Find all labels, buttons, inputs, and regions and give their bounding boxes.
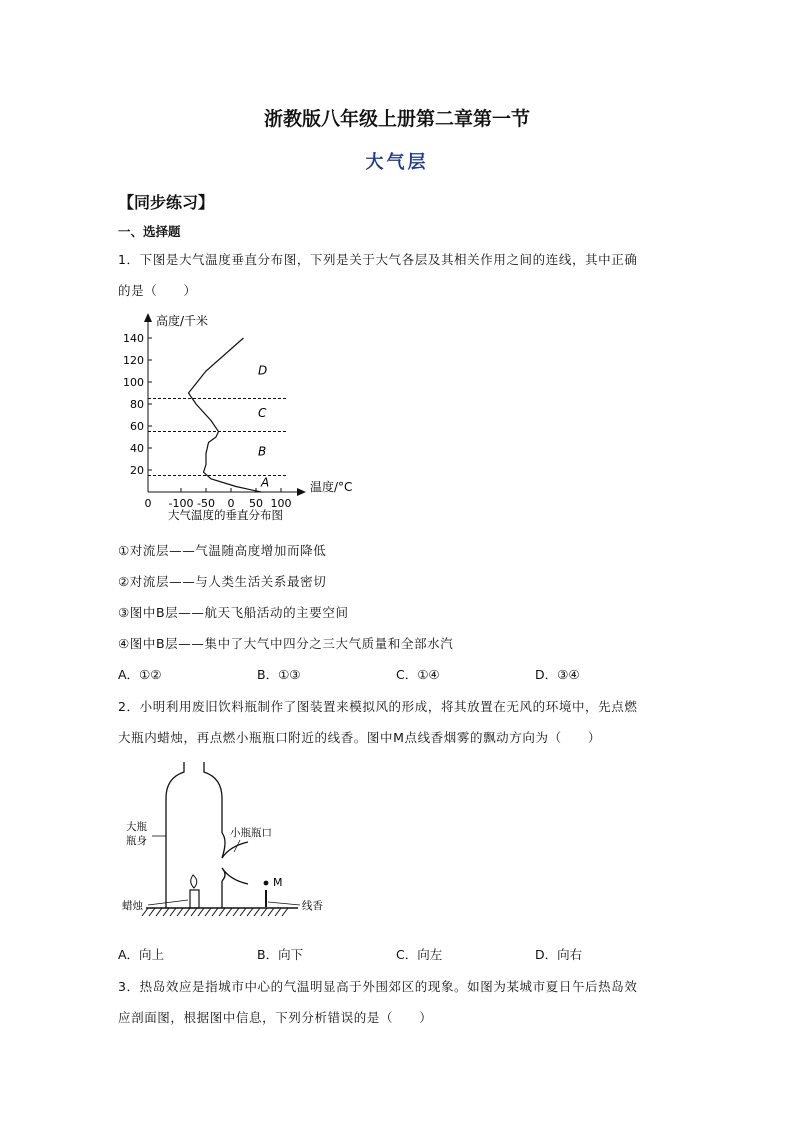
q2-text-line1: 2．小明利用废旧饮料瓶制作了图装置来模拟风的形成，将其放置在无风的环境中，先点燃 xyxy=(118,699,638,714)
q1-text-line1: 1．下图是大气温度垂直分布图，下列是关于大气各层及其相关作用之间的连线，其中正确 xyxy=(118,252,638,267)
small-bottle-mouth-lower xyxy=(222,868,248,884)
chart-x-label: 温度/°C xyxy=(310,480,353,494)
ground-hatch xyxy=(212,908,218,916)
q1-option-c[interactable]: C．①④ xyxy=(396,667,440,682)
ground-hatch xyxy=(149,908,155,916)
ground-hatch xyxy=(163,908,169,916)
question-category: 一、选择题 xyxy=(118,224,181,239)
q1-text-line2: 的是（ ） xyxy=(118,283,197,298)
q3-text-line2: 应剖面图，根据图中信息，下列分析错误的是（ ） xyxy=(118,1010,433,1025)
q2-text-line2: 大瓶内蜡烛，再点燃小瓶瓶口附近的线香。图中M点线香烟雾的飘动方向为（ ） xyxy=(118,730,601,745)
point-m xyxy=(264,881,269,886)
ground-hatch xyxy=(198,908,204,916)
temperature-chart xyxy=(118,305,378,530)
q3-text-line1: 3．热岛效应是指城市中心的气温明显高于外围郊区的现象。如图为某城市夏日午后热岛效 xyxy=(118,979,638,994)
x-tick-label: 100 xyxy=(270,497,292,510)
q2-option-b[interactable]: B．向下 xyxy=(257,947,304,962)
layer-label-c: C xyxy=(258,406,267,421)
q2-option-a[interactable]: A．向上 xyxy=(118,947,165,962)
ground-hatch xyxy=(247,908,253,916)
ground-hatch xyxy=(254,908,260,916)
ground-hatch xyxy=(205,908,211,916)
x-axis-arrow xyxy=(297,488,306,496)
ground-hatch xyxy=(170,908,176,916)
label-incense: 线香 xyxy=(302,900,323,912)
ground-hatch xyxy=(184,908,190,916)
ground-hatch xyxy=(156,908,162,916)
label-big-bottle-2: 瓶身 xyxy=(126,835,147,847)
x-tick-label: -50 xyxy=(197,497,215,510)
q1-option-d[interactable]: D．③④ xyxy=(535,667,580,682)
ground-hatch xyxy=(177,908,183,916)
y-tick-label: 60 xyxy=(130,420,144,433)
document-title: 浙教版八年级上册第二章第一节 xyxy=(263,108,530,130)
y-tick-label: 40 xyxy=(130,442,144,455)
y-axis-arrow xyxy=(144,313,152,322)
q1-option-b[interactable]: B．①③ xyxy=(257,667,301,682)
chart-y-label: 高度/千米 xyxy=(156,314,209,328)
section-heading: 【同步练习】 xyxy=(118,193,215,212)
q1-statement-1: ①对流层——气温随高度增加而降低 xyxy=(118,543,327,558)
temperature-curve xyxy=(189,338,262,492)
ground-hatch xyxy=(226,908,232,916)
q1-statement-2: ②对流层——与人类生活关系最密切 xyxy=(118,574,327,589)
q1-statement-4: ④图中B层——集中了大气中四分之三大气质量和全部水汽 xyxy=(118,636,454,651)
candle xyxy=(190,890,199,908)
y-tick-label: 120 xyxy=(123,354,144,367)
ground-hatch xyxy=(275,908,281,916)
y-tick-label: 20 xyxy=(130,464,144,477)
ground-hatch xyxy=(219,908,225,916)
q1-option-a[interactable]: A．①② xyxy=(118,667,162,682)
x-tick-label: 0 xyxy=(144,497,152,510)
x-tick-label: -100 xyxy=(168,497,194,510)
layer-label-a: A xyxy=(261,475,270,490)
candle-flame xyxy=(191,875,197,888)
q1-statement-3: ③图中B层——航天飞船活动的主要空间 xyxy=(118,605,349,620)
x-tick-label: 0 xyxy=(227,497,235,510)
label-m: M xyxy=(273,876,283,889)
y-tick-label: 140 xyxy=(123,332,144,345)
ground-hatch xyxy=(233,908,239,916)
q2-option-d[interactable]: D．向右 xyxy=(535,947,583,962)
q2-option-c[interactable]: C．向左 xyxy=(396,947,443,962)
label-small-mouth: 小瓶瓶口 xyxy=(230,827,272,839)
y-tick-label: 80 xyxy=(130,398,144,411)
label-candle: 蜡烛 xyxy=(122,900,143,912)
x-tick-label: 50 xyxy=(249,497,263,510)
ground-hatch xyxy=(191,908,197,916)
chart-caption: 大气温度的垂直分布图 xyxy=(168,508,283,522)
ground-hatch xyxy=(240,908,246,916)
ground-hatch xyxy=(282,908,288,916)
ground-hatch xyxy=(261,908,267,916)
bottle-diagram xyxy=(118,760,348,930)
document-subtitle: 大气层 xyxy=(365,152,429,173)
layer-label-d: D xyxy=(258,363,268,378)
layer-label-b: B xyxy=(258,444,267,459)
y-tick-label: 100 xyxy=(123,376,144,389)
label-big-bottle-1: 大瓶 xyxy=(126,821,147,833)
ground-hatch xyxy=(268,908,274,916)
